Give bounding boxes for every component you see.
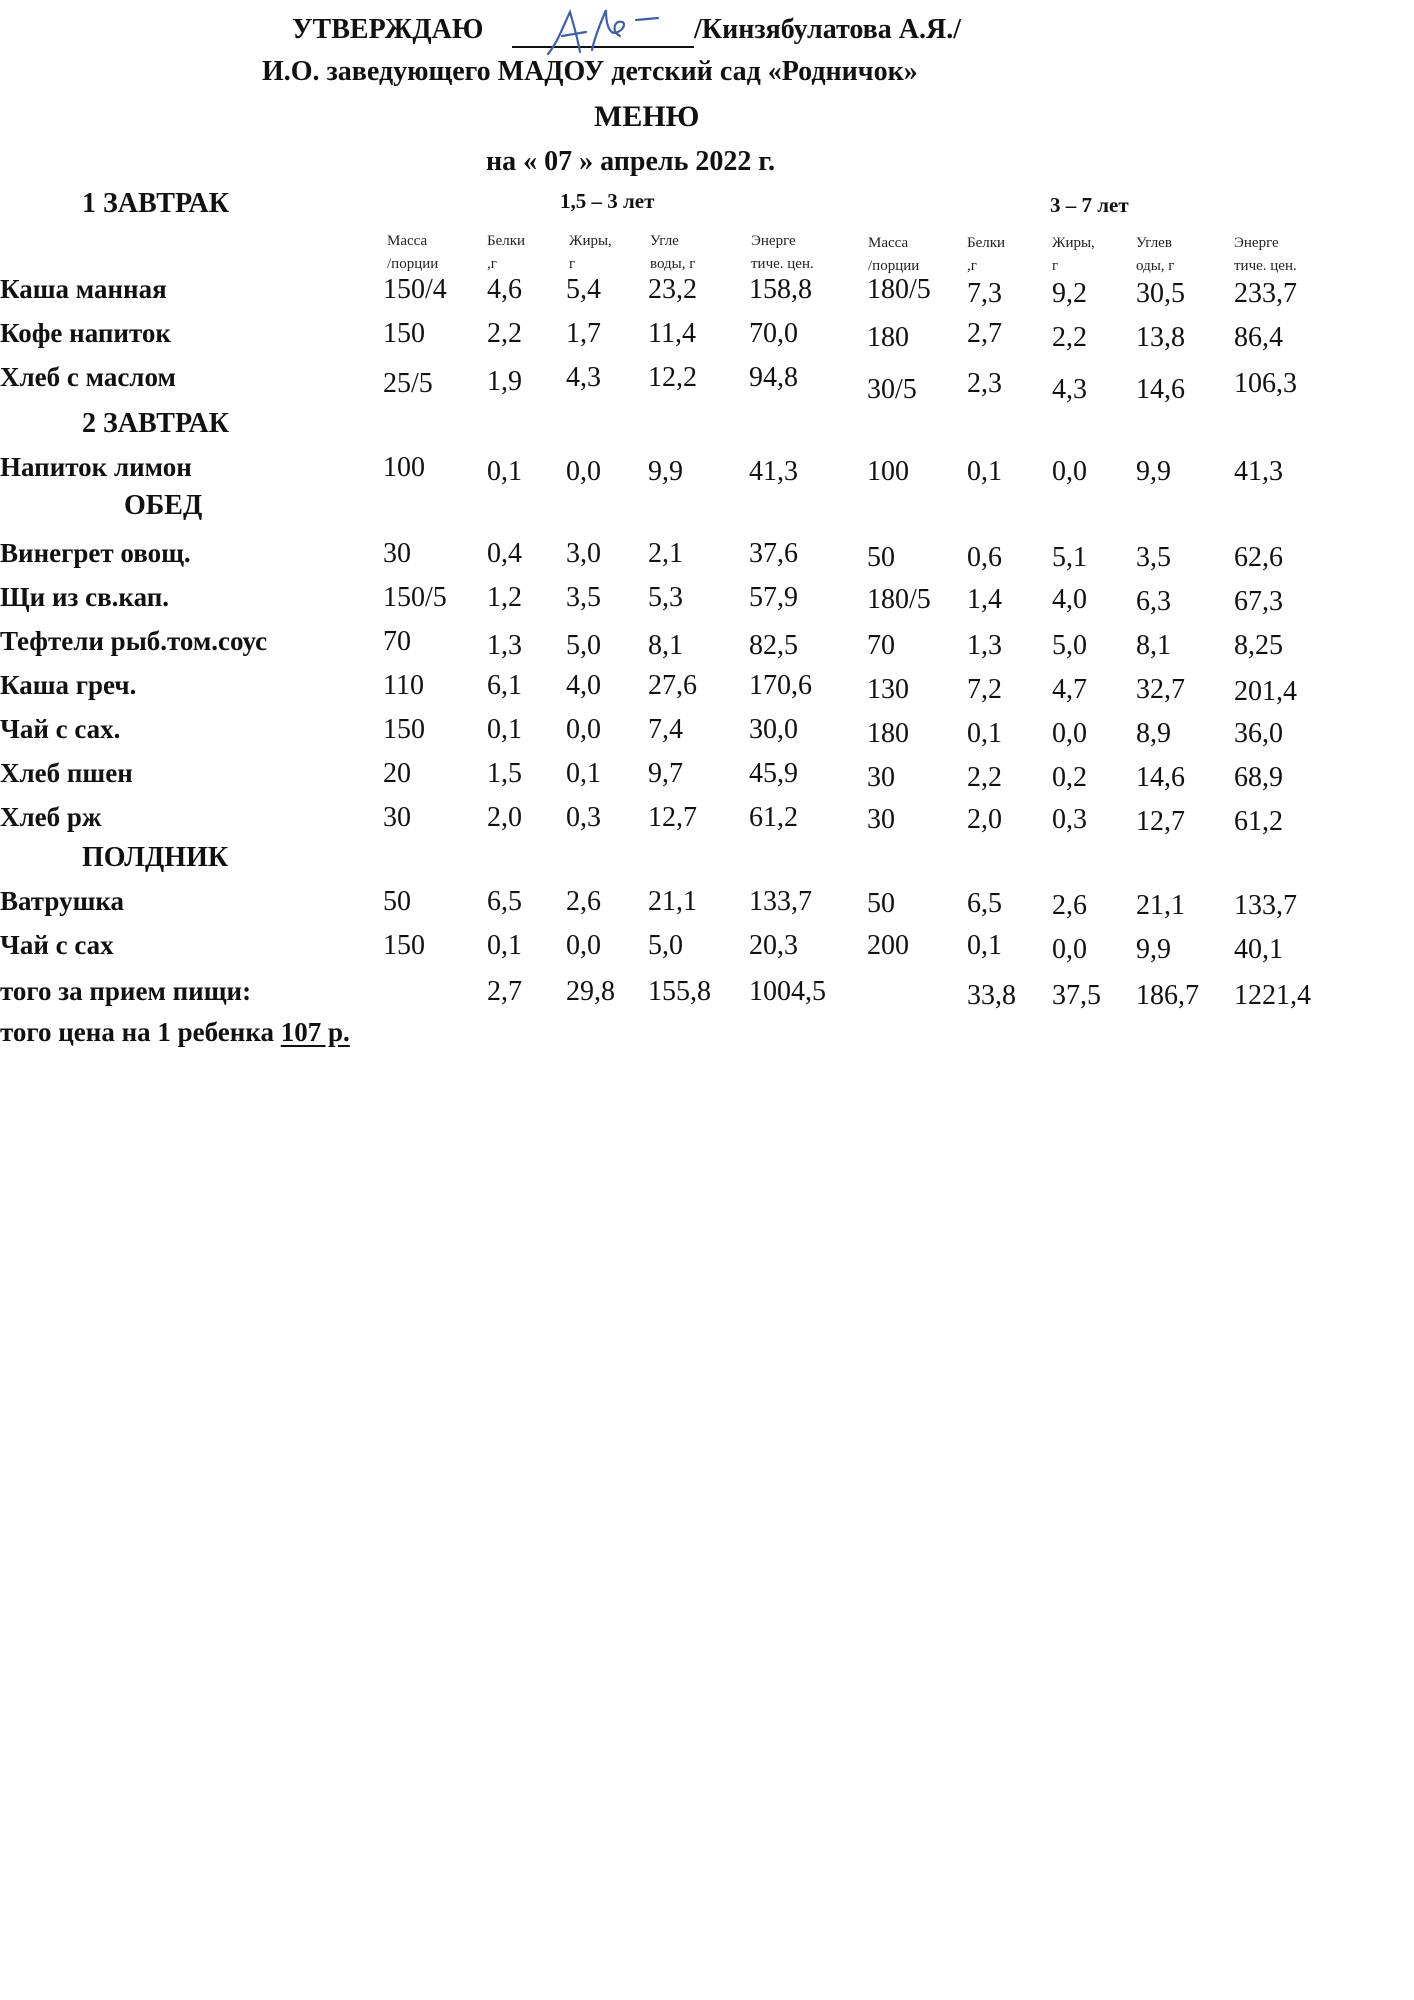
col-protein-2: Белки ,г: [967, 235, 1006, 274]
table-cell: 1,2: [487, 582, 522, 613]
table-cell: 5,0: [1052, 630, 1087, 661]
table-cell: 61,2: [1234, 806, 1283, 837]
total-cell: 1221,4: [1234, 980, 1311, 1011]
table-cell: 150/5: [383, 582, 447, 613]
table-cell: 40,1: [1234, 934, 1283, 965]
table-cell: 5,0: [648, 930, 683, 961]
table-cell: 9,7: [648, 758, 683, 789]
age-group-young: 1,5 – 3 лет: [560, 189, 655, 213]
table-cell: 12,7: [1136, 806, 1185, 837]
dish-name: Хлеб с маслом: [0, 362, 176, 392]
table-cell: 13,8: [1136, 322, 1185, 353]
table-cell: 0,0: [1052, 934, 1087, 965]
menu-date: на « 07 » апрель 2022 г.: [486, 146, 775, 177]
table-cell: 14,6: [1136, 762, 1185, 793]
col-fat: Жиры, г: [569, 233, 612, 272]
table-cell: 0,3: [566, 802, 601, 833]
table-cell: 170,6: [749, 670, 812, 701]
table-cell: 150: [383, 714, 425, 745]
table-cell: 130: [867, 674, 909, 705]
table-cell: 0,0: [566, 930, 601, 961]
table-cell: 0,0: [1052, 456, 1087, 487]
total-cell: 155,8: [648, 976, 711, 1007]
table-cell: 4,0: [1052, 584, 1087, 615]
table-cell: 0,0: [566, 714, 601, 745]
table-cell: 2,2: [1052, 322, 1087, 353]
table-cell: 2,3: [967, 368, 1002, 399]
table-cell: 110: [383, 670, 424, 701]
table-cell: 30: [383, 538, 411, 569]
total-cell: 37,5: [1052, 980, 1101, 1011]
table-cell: 2,2: [967, 762, 1002, 793]
total-cell: 186,7: [1136, 980, 1199, 1011]
table-cell: 21,1: [1136, 890, 1185, 921]
table-cell: 0,2: [1052, 762, 1087, 793]
table-cell: 2,7: [967, 318, 1002, 349]
table-cell: 21,1: [648, 886, 697, 917]
totals-label: того за прием пищи:: [0, 976, 252, 1006]
price-value: 107 р.: [280, 1017, 350, 1047]
table-cell: 2,2: [487, 318, 522, 349]
table-cell: 150: [383, 318, 425, 349]
table-cell: 41,3: [749, 456, 798, 487]
table-cell: 68,9: [1234, 762, 1283, 793]
col-carbs: Угле воды, г: [650, 233, 696, 272]
table-cell: 150/4: [383, 274, 447, 305]
table-cell: 7,4: [648, 714, 683, 745]
table-cell: 30,5: [1136, 278, 1185, 309]
table-cell: 9,9: [648, 456, 683, 487]
table-cell: 1,3: [967, 630, 1002, 661]
table-cell: 27,6: [648, 670, 697, 701]
table-cell: 30: [383, 802, 411, 833]
col-mass-2: Масса /порции: [868, 235, 920, 274]
table-cell: 158,8: [749, 274, 812, 305]
table-cell: 133,7: [749, 886, 812, 917]
price-label: того цена на 1 ребенка: [0, 1017, 274, 1047]
table-cell: 4,7: [1052, 674, 1087, 705]
table-cell: 67,3: [1234, 586, 1283, 617]
position-line: И.О. заведующего МАДОУ детский сад «Родничок»: [262, 56, 918, 87]
table-cell: 11,4: [648, 318, 696, 349]
table-cell: 14,6: [1136, 374, 1185, 405]
table-cell: 4,0: [566, 670, 601, 701]
age-group-old: 3 – 7 лет: [1050, 193, 1129, 217]
table-cell: 0,1: [967, 456, 1002, 487]
table-cell: 4,3: [1052, 374, 1087, 405]
table-cell: 7,2: [967, 674, 1002, 705]
table-cell: 6,1: [487, 670, 522, 701]
table-cell: 30,0: [749, 714, 798, 745]
table-cell: 62,6: [1234, 542, 1283, 573]
dish-name: Чай с сах.: [0, 714, 121, 744]
table-cell: 0,0: [1052, 718, 1087, 749]
table-cell: 0,1: [967, 930, 1002, 961]
total-cell: 29,8: [566, 976, 615, 1007]
table-cell: 6,5: [487, 886, 522, 917]
col-mass: Масса /порции: [387, 233, 439, 272]
col-energy-2: Энерге тиче. цен.: [1234, 235, 1297, 274]
table-cell: 57,9: [749, 582, 798, 613]
table-cell: 0,1: [487, 714, 522, 745]
dish-name: Кофе напиток: [0, 318, 171, 348]
table-cell: 0,4: [487, 538, 522, 569]
page-title: МЕНЮ: [594, 100, 700, 133]
dish-name: Напиток лимон: [0, 452, 192, 482]
total-cell: 33,8: [967, 980, 1016, 1011]
table-cell: 0,1: [487, 456, 522, 487]
table-cell: 8,25: [1234, 630, 1283, 661]
table-cell: 4,6: [487, 274, 522, 305]
dish-name: Чай с сах: [0, 930, 114, 960]
table-cell: 12,7: [648, 802, 697, 833]
table-cell: 5,1: [1052, 542, 1087, 573]
col-carbs-2: Углев оды, г: [1136, 235, 1175, 274]
dish-name: Тефтели рыб.том.соус: [0, 626, 268, 656]
table-cell: 12,2: [648, 362, 697, 393]
table-cell: 9,9: [1136, 456, 1171, 487]
table-cell: 86,4: [1234, 322, 1283, 353]
dish-name: Хлеб рж: [0, 802, 102, 832]
table-cell: 70: [867, 630, 895, 661]
table-cell: 133,7: [1234, 890, 1297, 921]
table-cell: 180/5: [867, 584, 931, 615]
table-cell: 180: [867, 718, 909, 749]
table-cell: 9,2: [1052, 278, 1087, 309]
dish-name: Каша манная: [0, 274, 167, 304]
table-cell: 0,1: [487, 930, 522, 961]
table-cell: 7,3: [967, 278, 1002, 309]
table-cell: 1,7: [566, 318, 601, 349]
table-cell: 106,3: [1234, 368, 1297, 399]
table-cell: 100: [867, 456, 909, 487]
table-cell: 0,1: [967, 718, 1002, 749]
table-cell: 1,3: [487, 630, 522, 661]
table-cell: 50: [867, 888, 895, 919]
table-cell: 0,0: [566, 456, 601, 487]
table-cell: 180/5: [867, 274, 931, 305]
table-cell: 100: [383, 452, 425, 483]
table-cell: 8,1: [1136, 630, 1171, 661]
table-cell: 9,9: [1136, 934, 1171, 965]
table-cell: 2,6: [566, 886, 601, 917]
total-cell: 2,7: [487, 976, 522, 1007]
table-cell: 200: [867, 930, 909, 961]
table-cell: 45,9: [749, 758, 798, 789]
dish-name: Каша греч.: [0, 670, 137, 700]
table-cell: 30: [867, 762, 895, 793]
table-cell: 233,7: [1234, 278, 1297, 309]
table-cell: 0,6: [967, 542, 1002, 573]
table-cell: 8,1: [648, 630, 683, 661]
table-cell: 94,8: [749, 362, 798, 393]
table-cell: 32,7: [1136, 674, 1185, 705]
col-fat-2: Жиры, г: [1052, 235, 1095, 274]
table-cell: 5,0: [566, 630, 601, 661]
approver-name: /Кинзябулатова А.Я./: [694, 14, 961, 45]
table-cell: 30/5: [867, 374, 917, 405]
table-cell: 180: [867, 322, 909, 353]
section-snack: ПОЛДНИК: [82, 842, 229, 873]
table-cell: 23,2: [648, 274, 697, 305]
col-protein: Белки ,г: [487, 233, 526, 272]
table-cell: 5,4: [566, 274, 601, 305]
table-cell: 3,5: [566, 582, 601, 613]
table-cell: 50: [867, 542, 895, 573]
table-cell: 70: [383, 626, 411, 657]
table-cell: 82,5: [749, 630, 798, 661]
table-cell: 1,5: [487, 758, 522, 789]
table-cell: 0,1: [566, 758, 601, 789]
table-cell: 37,6: [749, 538, 798, 569]
table-cell: 2,6: [1052, 890, 1087, 921]
table-cell: 30: [867, 804, 895, 835]
table-cell: 1,9: [487, 366, 522, 397]
table-cell: 3,0: [566, 538, 601, 569]
table-cell: 2,1: [648, 538, 683, 569]
table-cell: 2,0: [487, 802, 522, 833]
table-cell: 3,5: [1136, 542, 1171, 573]
dish-name: Винегрет овощ.: [0, 538, 191, 568]
dish-name: Ватрушка: [0, 886, 125, 916]
approve-label: УТВЕРЖДАЮ: [292, 14, 484, 45]
table-cell: 70,0: [749, 318, 798, 349]
table-cell: 20,3: [749, 930, 798, 961]
signature-image: [540, 2, 680, 62]
section-lunch: ОБЕД: [124, 490, 203, 521]
table-cell: 1,4: [967, 584, 1002, 615]
table-cell: 25/5: [383, 368, 433, 399]
table-cell: 36,0: [1234, 718, 1283, 749]
table-cell: 2,0: [967, 804, 1002, 835]
table-cell: 20: [383, 758, 411, 789]
price-line: [0, 1017, 350, 1048]
table-cell: 0,3: [1052, 804, 1087, 835]
section-breakfast-2: 2 ЗАВТРАК: [82, 408, 230, 439]
table-cell: 6,5: [967, 888, 1002, 919]
table-cell: 50: [383, 886, 411, 917]
col-energy: Энерге тиче. цен.: [751, 233, 814, 272]
table-cell: 150: [383, 930, 425, 961]
table-cell: 6,3: [1136, 586, 1171, 617]
table-cell: 4,3: [566, 362, 601, 393]
section-breakfast-1: 1 ЗАВТРАК: [82, 188, 230, 219]
table-cell: 201,4: [1234, 676, 1297, 707]
table-cell: 8,9: [1136, 718, 1171, 749]
table-cell: 41,3: [1234, 456, 1283, 487]
table-cell: 5,3: [648, 582, 683, 613]
dish-name: Щи из св.кап.: [0, 582, 170, 612]
table-cell: 61,2: [749, 802, 798, 833]
dish-name: Хлеб пшен: [0, 758, 133, 788]
total-cell: 1004,5: [749, 976, 826, 1007]
